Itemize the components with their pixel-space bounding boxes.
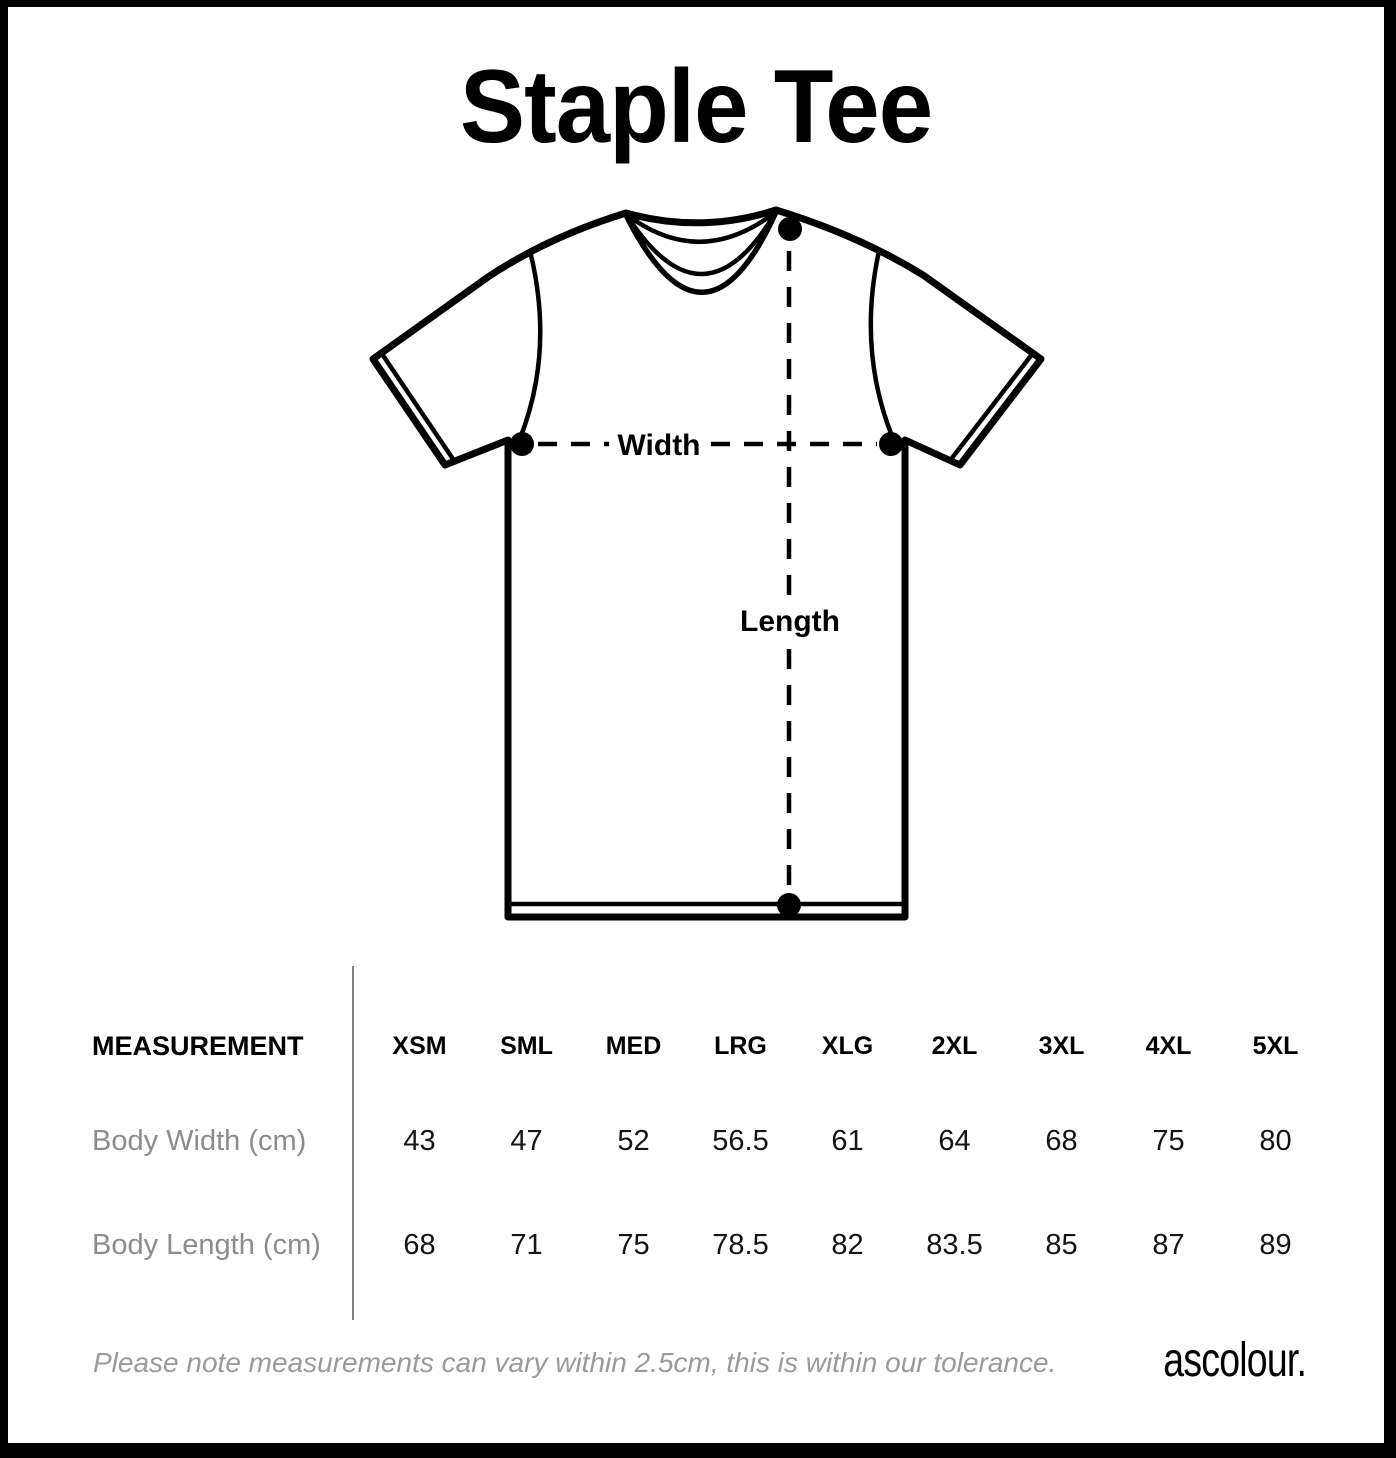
cell-value: 87	[1152, 1229, 1185, 1261]
cell-value: 75	[617, 1229, 650, 1261]
cell-value: 80	[1259, 1125, 1292, 1157]
cell-value: 71	[510, 1229, 543, 1261]
cell-value: 52	[617, 1125, 650, 1157]
tolerance-note: Please note measurements can vary within 2.5cm, this is within our tolerance.	[93, 1347, 1057, 1378]
size-header: LRG	[714, 1032, 767, 1060]
tshirt-outline	[373, 210, 1041, 917]
right-armpit-dot	[879, 432, 903, 456]
cell-value: 56.5	[712, 1125, 769, 1157]
row-label-body-width: Body Width (cm)	[92, 1125, 307, 1157]
table-divider-line	[352, 966, 354, 1320]
cell-value: 85	[1045, 1229, 1078, 1261]
cell-value: 64	[938, 1125, 971, 1157]
table-row-body-length	[366, 1225, 1329, 1265]
hem-point-dot	[777, 893, 801, 917]
measurement-column-header: MEASUREMENT	[92, 1031, 304, 1061]
cell-value: 68	[403, 1229, 436, 1261]
brand-logo: ascolour.	[1163, 1334, 1306, 1387]
left-armpit-dot	[510, 432, 534, 456]
size-header: 5XL	[1252, 1032, 1299, 1060]
cell-value: 75	[1152, 1125, 1185, 1157]
size-header: MED	[605, 1032, 662, 1060]
cell-value: 82	[831, 1229, 864, 1261]
tshirt-diagram	[338, 193, 1068, 943]
page-title: Staple Tee	[459, 49, 933, 165]
cell-value: 78.5	[712, 1229, 769, 1261]
size-header: XSM	[392, 1032, 447, 1060]
length-dimension-label: Length	[740, 605, 840, 638]
cell-value: 43	[403, 1125, 436, 1157]
cell-value: 47	[510, 1125, 543, 1157]
size-header-row	[366, 1029, 1329, 1063]
cell-value: 89	[1259, 1229, 1292, 1261]
size-header: SML	[500, 1032, 553, 1060]
width-dimension-label: Width	[617, 429, 701, 462]
size-header: 2XL	[931, 1032, 978, 1060]
shoulder-point-dot	[778, 217, 802, 241]
size-header: 4XL	[1145, 1032, 1192, 1060]
table-row-body-width	[366, 1121, 1329, 1161]
size-header: 3XL	[1038, 1032, 1085, 1060]
cell-value: 61	[831, 1125, 864, 1157]
cell-value: 68	[1045, 1125, 1078, 1157]
row-label-body-length: Body Length (cm)	[92, 1229, 321, 1261]
cell-value: 83.5	[926, 1229, 983, 1261]
size-header: XLG	[821, 1032, 874, 1060]
